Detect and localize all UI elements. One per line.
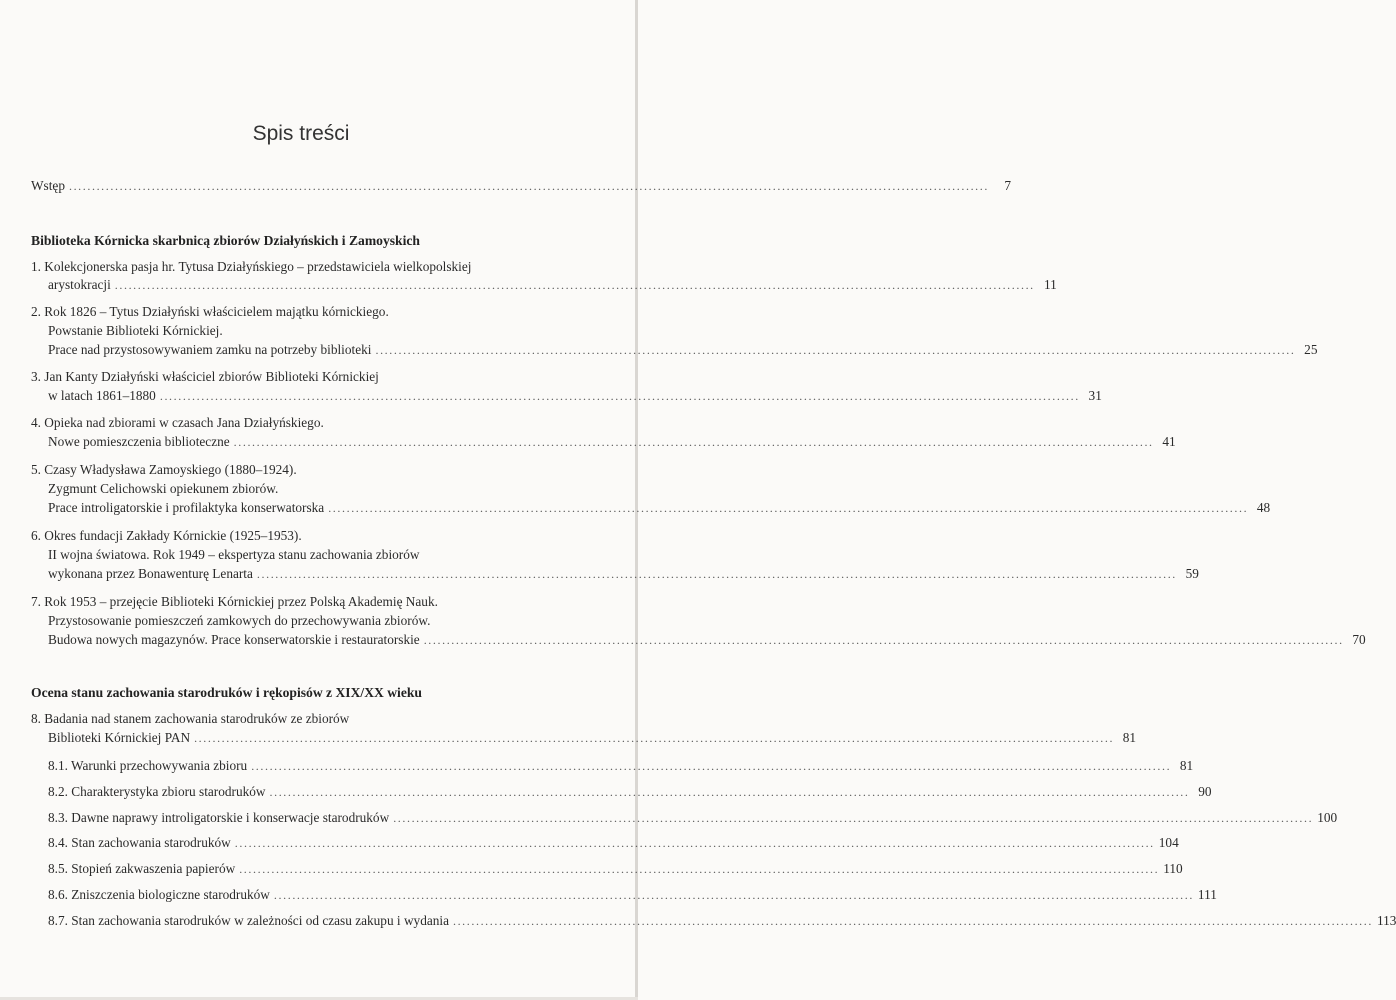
toc-entry-5-line-1: 5. Czasy Władysława Zamoyskiego (1880–1924). xyxy=(31,462,297,477)
toc-entry-7-row xyxy=(48,632,1366,648)
toc-entry-7-line-1: 7. Rok 1953 – przejęcie Biblioteki Kórnickiej przez Polską Akademię Nauk. xyxy=(31,594,438,609)
leader-dots: ........................................................................................................................................................................................................ xyxy=(423,633,1344,647)
toc-entry-4-line-1: 4. Opieka nad zbiorami w czasach Jana Działyńskiego. xyxy=(31,415,324,430)
toc-subentry-row xyxy=(48,810,1338,826)
leader-dots: ........................................................................................................................................................................................................ xyxy=(234,836,1155,850)
leader-dots: ........................................................................................................................................................................................................ xyxy=(159,389,1080,403)
toc-entry-6-last: wykonana przez Bonawenturę Lenarta xyxy=(48,566,253,581)
toc-subentry-text: 8.1. Warunki przechowywania zbioru xyxy=(48,758,248,773)
leader-dots: ........................................................................................................................................................................................................ xyxy=(393,811,1314,825)
toc-subentry-text: 8.2. Charakterystyka zbioru starodruków xyxy=(48,784,266,799)
leader-dots: ........................................................................................................................................................................................................ xyxy=(452,914,1373,928)
toc-entry-2-line-2: Powstanie Biblioteki Kórnickiej. xyxy=(48,323,223,338)
toc-subentry-text: 8.7. Stan zachowania starodruków w zależności od czasu zakupu i wydania xyxy=(48,913,449,928)
toc-entry-1-line-1: 1. Kolekcjonerska pasja hr. Tytusa Działyńskiego – przedstawiciela wielkopolskiej xyxy=(31,259,472,274)
leader-dots: ........................................................................................................................................................................................................ xyxy=(375,343,1296,357)
toc-entry-5-line-2: Zygmunt Celichowski opiekunem zbiorów. xyxy=(48,481,279,496)
toc-subentry-page: 81 xyxy=(1179,758,1194,773)
toc-entry-5-last: Prace introligatorskie i profilaktyka konserwatorska xyxy=(48,500,325,515)
toc-entry-7-line-2: Przystosowanie pomieszczeń zamkowych do przechowywania zbiorów. xyxy=(48,613,431,628)
leader-dots: ........................................................................................................................................................................................................ xyxy=(256,567,1177,581)
toc-entry-8-row xyxy=(48,730,1137,746)
toc-subentry-row xyxy=(48,913,1396,929)
toc-subentry-page: 110 xyxy=(1163,861,1183,876)
toc-entry-7-page: 70 xyxy=(1352,632,1366,647)
leader-dots: ........................................................................................................................................................................................................ xyxy=(194,731,1115,745)
toc-intro-row xyxy=(31,178,1011,194)
toc-subentry-text: 8.5. Stopień zakwaszenia papierów xyxy=(48,861,236,876)
toc-subentry-text: 8.3. Dawne naprawy introligatorskie i konserwacje starodruków xyxy=(48,810,390,825)
leader-dots: ........................................................................................................................................................................................................ xyxy=(269,785,1190,799)
toc-entry-5-page: 48 xyxy=(1256,500,1271,515)
toc-subentry-row xyxy=(48,758,1194,774)
toc-entry-8-page: 81 xyxy=(1122,730,1137,745)
section-heading-1: Biblioteka Kórnicka skarbnicą zbiorów Działyńskich i Zamoyskich xyxy=(31,233,420,248)
toc-subentry-row xyxy=(48,887,1217,903)
toc-subentry-page: 111 xyxy=(1197,887,1217,902)
toc-entry-2-last: Prace nad przystosowywaniem zamku na potrzeby biblioteki xyxy=(48,342,372,357)
toc-entry-1-row xyxy=(48,277,1057,293)
leader-dots: ........................................................................................................................................................................................................ xyxy=(251,759,1172,773)
section-heading-2: Ocena stanu zachowania starodruków i rękopisów z XIX/XX wieku xyxy=(31,685,422,700)
toc-entry-6-line-2: II wojna światowa. Rok 1949 – ekspertyza stanu zachowania zbiorów xyxy=(48,547,420,562)
toc-entry-3-last: w latach 1861–1880 xyxy=(48,388,156,403)
toc-subentry-row xyxy=(48,835,1179,851)
toc-entry-3-line-1: 3. Jan Kanty Działyński właściciel zbiorów Biblioteki Kórnickiej xyxy=(31,369,379,384)
toc-intro-page: 7 xyxy=(1004,178,1011,193)
toc-subentry-page: 113 xyxy=(1376,913,1396,928)
leader-dots: ........................................................................................................................................................................................................ xyxy=(114,278,1035,292)
toc-subentry-page: 90 xyxy=(1198,784,1212,799)
toc-entry-6-page: 59 xyxy=(1185,566,1199,581)
toc-subentry-text: 8.4. Stan zachowania starodruków xyxy=(48,835,231,850)
toc-entry-8-line-1: 8. Badania nad stanem zachowania starodruków ze zbiorów xyxy=(31,711,350,726)
leader-dots: ........................................................................................................................................................................................................ xyxy=(233,435,1154,449)
toc-entry-6-line-1: 6. Okres fundacji Zakłady Kórnickie (1925–1953). xyxy=(31,528,302,543)
toc-entry-8-last: Biblioteki Kórnickiej PAN xyxy=(48,730,191,745)
toc-entry-2-page: 25 xyxy=(1304,342,1318,357)
toc-subentry-row xyxy=(48,861,1183,877)
leader-dots: ........................................................................................................................................................................................................ xyxy=(68,179,989,193)
toc-entry-1-page: 11 xyxy=(1043,277,1057,292)
toc-entry-6-row xyxy=(48,566,1199,582)
toc-entry-4-row xyxy=(48,434,1176,450)
page-title: Spis treści xyxy=(252,122,350,145)
toc-intro-text: Wstęp xyxy=(31,178,65,193)
toc-subentry-text: 8.6. Zniszczenia biologiczne starodruków xyxy=(48,887,270,902)
toc-entry-3-row xyxy=(48,388,1102,404)
leader-dots: ........................................................................................................................................................................................................ xyxy=(273,888,1194,902)
toc-entry-5-row xyxy=(48,500,1271,516)
toc-entry-3-page: 31 xyxy=(1088,388,1102,403)
leader-dots: ........................................................................................................................................................................................................ xyxy=(328,501,1249,515)
toc-entry-4-last: Nowe pomieszczenia biblioteczne xyxy=(48,434,230,449)
toc-subentry-row xyxy=(48,784,1212,800)
toc-entry-7-last: Budowa nowych magazynów. Prace konserwatorskie i restauratorskie xyxy=(48,632,420,647)
toc-subentry-page: 100 xyxy=(1317,810,1338,825)
toc-entry-4-page: 41 xyxy=(1162,434,1176,449)
leader-dots: ........................................................................................................................................................................................................ xyxy=(239,862,1160,876)
toc-entry-2-line-1: 2. Rok 1826 – Tytus Działyński właścicielem majątku kórnickiego. xyxy=(31,304,389,319)
toc-entry-1-last: arystokracji xyxy=(48,277,111,292)
toc-entry-2-row xyxy=(48,342,1318,358)
toc-subentry-page: 104 xyxy=(1158,835,1179,850)
